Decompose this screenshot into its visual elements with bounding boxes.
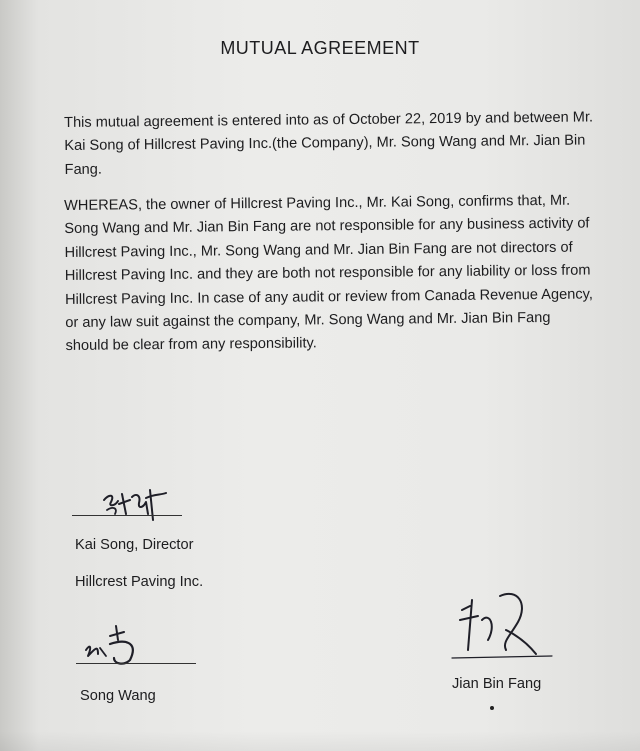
kai-song-name-title: Kai Song, Director (75, 537, 194, 553)
jian-bin-fang-name: Jian Bin Fang (452, 676, 542, 692)
kai-song-company: Hillcrest Paving Inc. (75, 574, 204, 590)
ink-dot (490, 706, 494, 710)
whereas-paragraph: WHEREAS, the owner of Hillcrest Paving Inc., Mr. Kai Song, confirms that, Mr. Song Wang and Mr. Jian Bin Fang are not responsible for any business activity of Hillcrest Paving Inc., Mr. Song Wang and Mr. Jian Bin Fang are not directors of Hillcrest Paving Inc. and they are both not responsible for any liability or loss from Hillcrest Paving Inc. In case of any audit or review from Canada Revenue Agency, or any law suit against the company, Mr. Song Wang and Mr. Jian Bin Fang should be clear from any responsibility. (64, 192, 593, 355)
kai-song-signature-line (72, 515, 182, 516)
song-wang-signature-line (76, 663, 196, 664)
jian-bin-fang-signature (448, 590, 558, 666)
kai-song-signature (96, 484, 176, 524)
song-wang-name: Song Wang (80, 688, 156, 704)
intro-paragraph: This mutual agreement is entered into as of October 22, 2019 by and between Mr. Kai Song of Hillcrest Paving Inc.(the Company), Mr. Song Wang and Mr. Jian Bin Fang. (64, 109, 594, 178)
document-title: MUTUAL AGREEMENT (220, 38, 420, 58)
